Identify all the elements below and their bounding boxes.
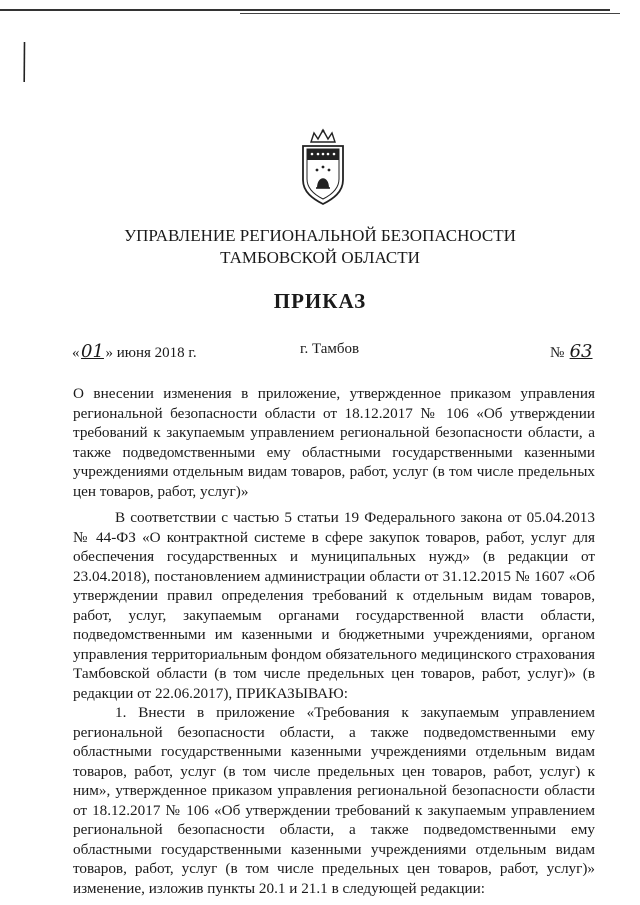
scan-edge-line [0, 9, 610, 11]
date-open-quote: « [72, 345, 80, 361]
agency-name-line-2: ТАМБОВСКОЙ ОБЛАСТИ [220, 248, 420, 267]
order-item-1: 1. Внести в приложение «Требования к закупаемым управлением региональной безопасности области, а также подведомственными ему областными государственными казенными учреждениями отдельным видам товаров, работ, услуг (в том числе предельных цен товаров, работ, услуг) к ним», утвержденное приказом управления региональной безопасности области от 18.12.2017 № 106 «Об утверждении требований к закупаемым управлением региональной безопасности области, а также подведомственными ему областными государственными казенными учреждениями отдельным видам товаров, работ, услуг (в том числе предельных цен товаров, работ, услуг)» изменение, изложив пункты 20.1 и 21.1 в следующей редакции: [73, 704, 595, 897]
agency-name [0, 225, 640, 269]
date-month-year: » июня 2018 г. [105, 345, 197, 361]
number-label: № [550, 345, 565, 361]
margin-handwritten-mark [23, 42, 26, 82]
order-subject: О внесении изменения в приложение, утвержденное приказом управления региональной безопасности области от 18.12.2017 № 106 «Об утверждении требований к закупаемым управлением региональной безопасности области, а также подведомственными ему областными государственными казенными учреждениями отдельным видам товаров, работ, услуг (в том числе предельных цен товаров, работ, услуг)» [73, 385, 595, 500]
agency-name-line-1: УПРАВЛЕНИЕ РЕГИОНАЛЬНОЙ БЕЗОПАСНОСТИ [124, 226, 516, 245]
document-type-title: ПРИКАЗ [273, 289, 367, 313]
coat-of-arms-icon [297, 128, 349, 206]
order-number [550, 341, 594, 362]
order-body [73, 508, 595, 898]
scan-edge-line-secondary [240, 13, 620, 14]
number-handwritten: 63 [569, 341, 593, 362]
order-city: г. Тамбов [300, 341, 360, 357]
preamble-paragraph: В соответствии с частью 5 статьи 19 Федерального закона от 05.04.2013 № 44-ФЗ «О контрактной системе в сфере закупок товаров, работ, услуг для обеспечения государственных и муниципальных нужд» (в редакции от 23.04.2018), постановлением администрации области от 31.12.2015 № 1607 «Об утверждении правил определения требований к отдельным видам товаров, работ, услуг, закупаемым органами государственной власти области, подведомственными им казенными и бюджетными учреждениями, органом управления территориальным фондом обязательного медицинского страхования Тамбовской области (в том числе предельных цен товаров, работ, услуг)» (в редакции от 22.06.2017), ПРИКАЗЫВАЮ: [73, 509, 595, 702]
order-date [72, 341, 197, 362]
date-day-handwritten: 01 [81, 341, 104, 362]
